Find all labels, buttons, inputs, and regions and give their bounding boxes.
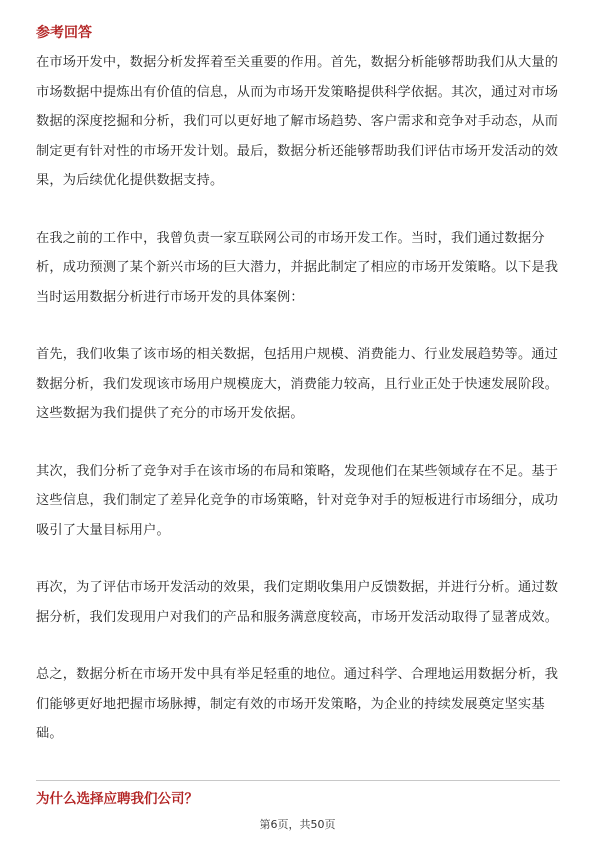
section-divider (36, 780, 560, 781)
answer-body (36, 48, 560, 777)
paragraph: 首先，我们收集了该市场的相关数据，包括用户规模、消费能力、行业发展趋势等。通过数据分析，我们发现该市场用户规模庞大，消费能力较高，且行业正处于快速发展阶段。这些数据为我们提供了充分的市场开发依据。 (36, 347, 559, 421)
paragraph: 其次，我们分析了竞争对手在该市场的布局和策略，发现他们在某些领域存在不足。基于这些信息，我们制定了差异化竞争的市场策略，针对竞争对手的短板进行市场细分，成功吸引了大量目标用户。 (36, 463, 559, 538)
paragraph: 再次，为了评估市场开发活动的效果，我们定期收集用户反馈数据，并进行分析。通过数据分析，我们发现用户对我们的产品和服务满意度较高，市场开发活动取得了显著成效。 (36, 580, 559, 625)
reference-answer-heading: 参考回答 (36, 25, 92, 41)
paragraph: 在我之前的工作中，我曾负责一家互联网公司的市场开发工作。当时，我们通过数据分析，成功预测了某个新兴市场的巨大潜力，并据此制定了相应的市场开发策略。以下是我当时运用数据分析进行市场开发的具体案例： (36, 230, 559, 305)
paragraph: 在市场开发中，数据分析发挥着至关重要的作用。首先，数据分析能够帮助我们从大量的市场数据中提炼出有价值的信息，从而为市场开发策略提供科学依据。其次，通过对市场数据的深度挖掘和分析，我们可以更好地了解市场趋势、客户需求和竞争对手动态，从而制定更有针对性的市场开发计划。最后，数据分析还能够帮助我们评估市场开发活动的效果，为后续优化提供数据支持。 (36, 55, 559, 188)
paragraph: 总之，数据分析在市场开发中具有举足轻重的地位。通过科学、合理地运用数据分析，我们能够更好地把握市场脉搏，制定有效的市场开发策略，为企业的持续发展奠定坚实基础。 (36, 667, 559, 741)
page-number: 第6页，共50页 (259, 818, 336, 831)
next-question-heading: 为什么选择应聘我们公司？ (36, 791, 198, 807)
